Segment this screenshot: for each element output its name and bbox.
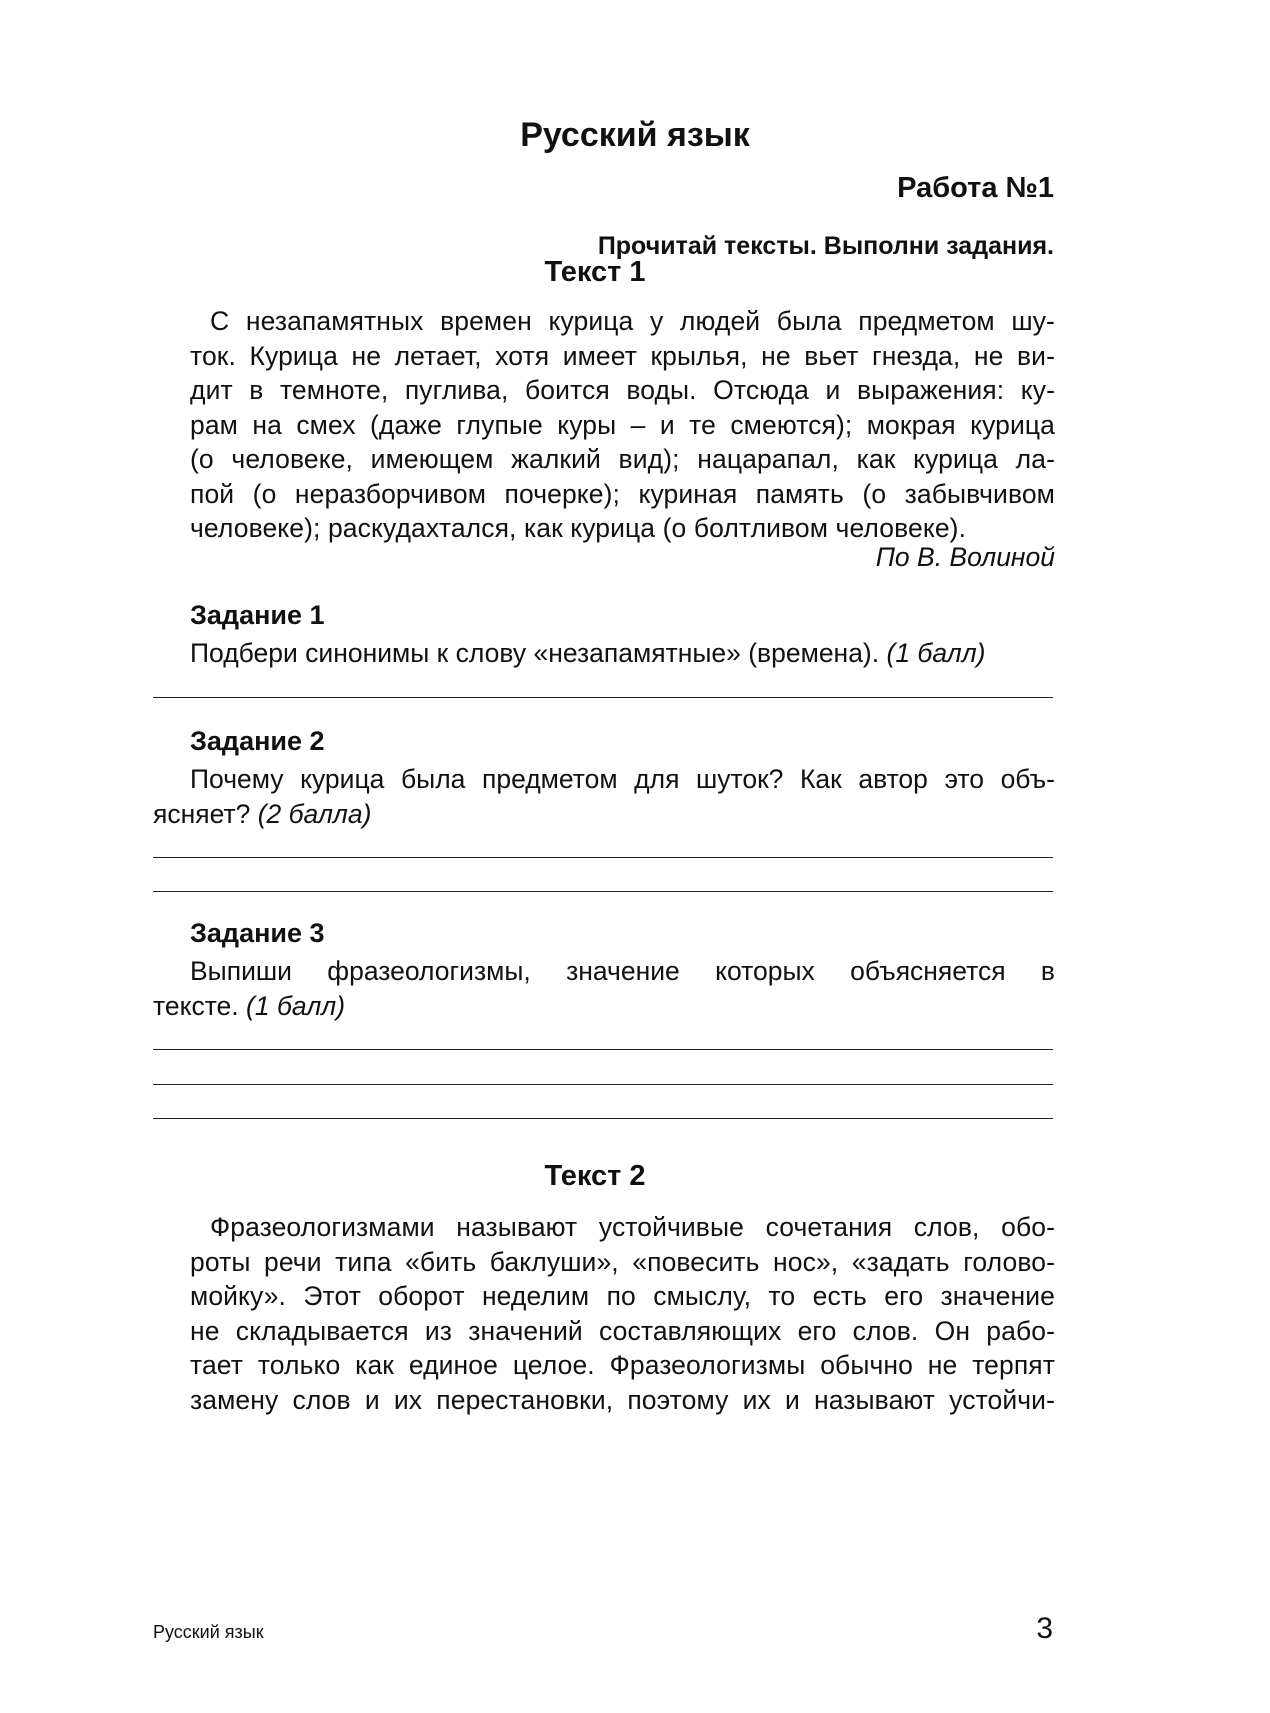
task1-question bbox=[153, 636, 1055, 671]
text2-line: не складывается из значений составляющих его слов. Он рабо- bbox=[190, 1315, 1055, 1346]
text1-source: По В. Волиной bbox=[875, 542, 1055, 572]
text1-line: ток. Курица не летает, хотя имеет крылья, не вьет гнезда, не ви- bbox=[190, 340, 1055, 371]
task1-heading: Задание 1 bbox=[190, 600, 325, 630]
text1-line: дит в темноте, пуглива, боится воды. Отсюда и выражения: ку- bbox=[190, 375, 1055, 405]
task3-question bbox=[153, 954, 1055, 1023]
text1-line: человеке); раскудахтался, как курица (о болтливом человеке). bbox=[190, 513, 967, 543]
task2-question-line: Почему курица была предметом для шуток? Как автор это объ- bbox=[190, 764, 1055, 794]
text2-title: Текст 2 bbox=[544, 1160, 646, 1192]
task3-answer-line[interactable] bbox=[153, 1049, 1053, 1050]
task1-question-line: Подбери синонимы к слову «незапамятные» (времена). bbox=[190, 638, 880, 668]
instruction: Прочитай тексты. Выполни задания. bbox=[597, 232, 1054, 260]
page-title: Русский язык bbox=[520, 116, 750, 154]
task2-answer-line[interactable] bbox=[153, 891, 1053, 892]
text2-line: Фразеологизмами называют устойчивые сочетания слов, обо- bbox=[210, 1212, 1055, 1242]
text1-paragraph bbox=[153, 304, 1055, 546]
task3-question-line: Выпиши фразеологизмы, значение которых объясняется в bbox=[190, 956, 1055, 986]
text2-line: роты речи типа «бить баклуши», «повесить нос», «задать голово- bbox=[190, 1246, 1055, 1277]
text1-line: (о человеке, имеющем жалкий вид); нацарапал, как курица ла- bbox=[190, 444, 1055, 474]
task3-heading: Задание 3 bbox=[190, 918, 325, 948]
task2-question-line: ясняет? bbox=[153, 798, 251, 829]
page-number: 3 bbox=[1036, 1612, 1053, 1645]
task3-answer-line[interactable] bbox=[153, 1084, 1053, 1085]
text1-line: рам на смех (даже глупые куры – и те смеются); мокрая курица bbox=[190, 409, 1055, 440]
task2-question bbox=[153, 762, 1055, 831]
text1-line: пой (о неразборчивом почерке); куриная память (о забывчивом bbox=[190, 478, 1055, 509]
text2-paragraph bbox=[153, 1210, 1055, 1417]
task2-points: (2 балла) bbox=[257, 798, 372, 829]
task2-heading: Задание 2 bbox=[190, 726, 325, 756]
task3-question-line: тексте. bbox=[153, 990, 239, 1021]
text1-line: С незапамятных времен курица у людей была предметом шу- bbox=[210, 306, 1055, 336]
footer-subject: Русский язык bbox=[153, 1622, 264, 1642]
text1-title: Текст 1 bbox=[544, 256, 646, 288]
text2-line: мойку». Этот оборот неделим по смыслу, то есть его значение bbox=[190, 1281, 1055, 1311]
text2-line: тает только как единое целое. Фразеологизмы обычно не терпят bbox=[190, 1350, 1055, 1380]
text2-line: замену слов и их перестановки, поэтому их и называют устойчи- bbox=[190, 1384, 1055, 1415]
task1-points: (1 балл) bbox=[886, 638, 986, 668]
work-number: Работа №1 bbox=[897, 172, 1054, 204]
task3-points: (1 балл) bbox=[246, 990, 346, 1021]
task3-answer-line[interactable] bbox=[153, 1118, 1053, 1119]
task1-answer-line[interactable] bbox=[153, 697, 1053, 698]
task2-answer-line[interactable] bbox=[153, 857, 1053, 858]
